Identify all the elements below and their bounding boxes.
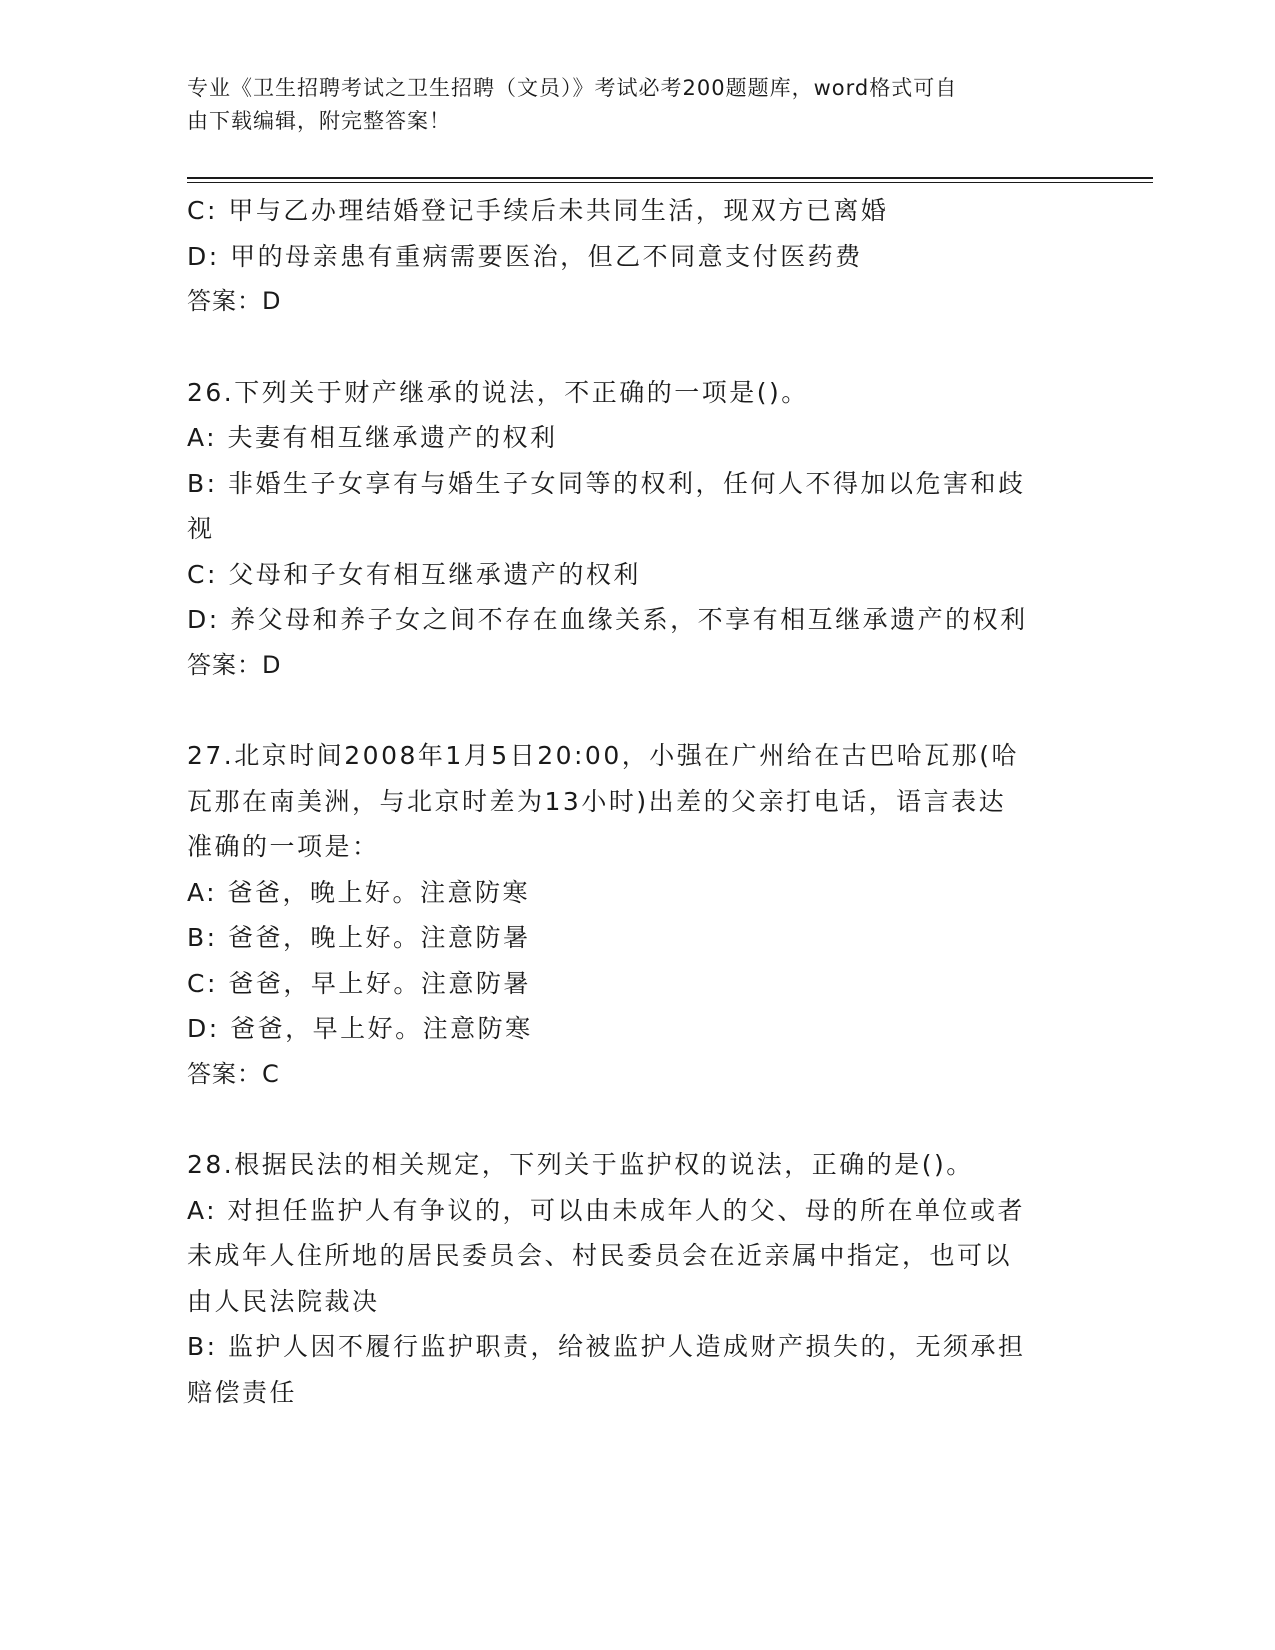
header-line-1: 专业《卫生招聘考试之卫生招聘（文员）》考试必考200题题库，word格式可自 <box>187 76 958 100</box>
option-d: D: 养父母和养子女之间不存在血缘关系，不享有相互继承遗产的权利 <box>187 605 1028 634</box>
question-stem-line-1: 27.北京时间2008年1月5日20:00，小强在广州给在古巴哈瓦那(哈 <box>187 741 1019 770</box>
answer: 答案：D <box>187 287 282 315</box>
option-a: A: 爸爸，晚上好。注意防寒 <box>187 877 531 907</box>
header-line-2: 由下载编辑，附完整答案！ <box>187 109 451 133</box>
spacer <box>187 1097 1087 1142</box>
option-a-line-2: 未成年人住所地的居民委员会、村民委员会在近亲属中指定，也可以 <box>187 1241 1013 1270</box>
option-d: D: 甲的母亲患有重病需要医治，但乙不同意支付医药费 <box>187 241 863 271</box>
spacer <box>187 325 1087 370</box>
option-b-line-2: 视 <box>187 514 215 543</box>
option-c: C: 爸爸，早上好。注意防暑 <box>187 968 531 998</box>
question-stem-line-3: 准确的一项是： <box>187 832 380 861</box>
question-28 <box>187 1142 1087 1415</box>
option-b-line-1: B: 非婚生子女享有与婚生子女同等的权利，任何人不得加以危害和歧 <box>187 468 1026 498</box>
spacer <box>187 688 1087 733</box>
option-b-line-1: B: 监护人因不履行监护职责，给被监护人造成财产损失的，无须承担 <box>187 1332 1026 1361</box>
option-d: D: 爸爸，早上好。注意防寒 <box>187 1014 533 1043</box>
option-a: A: 夫妻有相互继承遗产的权利 <box>187 423 558 452</box>
question-stem-line-2: 瓦那在南美洲，与北京时差为13小时)出差的父亲打电话，语言表达 <box>187 786 1007 816</box>
option-c: C: 甲与乙办理结婚登记手续后未共同生活，现双方已离婚 <box>187 196 889 225</box>
option-b-line-2: 赔偿责任 <box>187 1377 298 1407</box>
page-header <box>187 72 1087 138</box>
answer: 答案：C <box>187 1059 280 1088</box>
question-25-continued <box>187 188 1087 325</box>
option-a-line-3: 由人民法院裁决 <box>187 1286 380 1316</box>
question-stem: 26.下列关于财产继承的说法，不正确的一项是()。 <box>187 377 809 407</box>
question-27 <box>187 733 1087 1097</box>
header-divider-thick <box>187 177 1153 179</box>
header-divider-thin <box>187 182 1153 183</box>
option-a-line-1: A: 对担任监护人有争议的，可以由未成年人的父、母的所在单位或者 <box>187 1195 1026 1225</box>
question-26 <box>187 370 1087 689</box>
question-stem: 28.根据民法的相关规定，下列关于监护权的说法，正确的是()。 <box>187 1150 974 1179</box>
option-c: C: 父母和子女有相互继承遗产的权利 <box>187 559 641 589</box>
question-content <box>187 188 1087 1415</box>
option-b: B: 爸爸，晚上好。注意防暑 <box>187 923 531 952</box>
answer: 答案：D <box>187 650 282 679</box>
